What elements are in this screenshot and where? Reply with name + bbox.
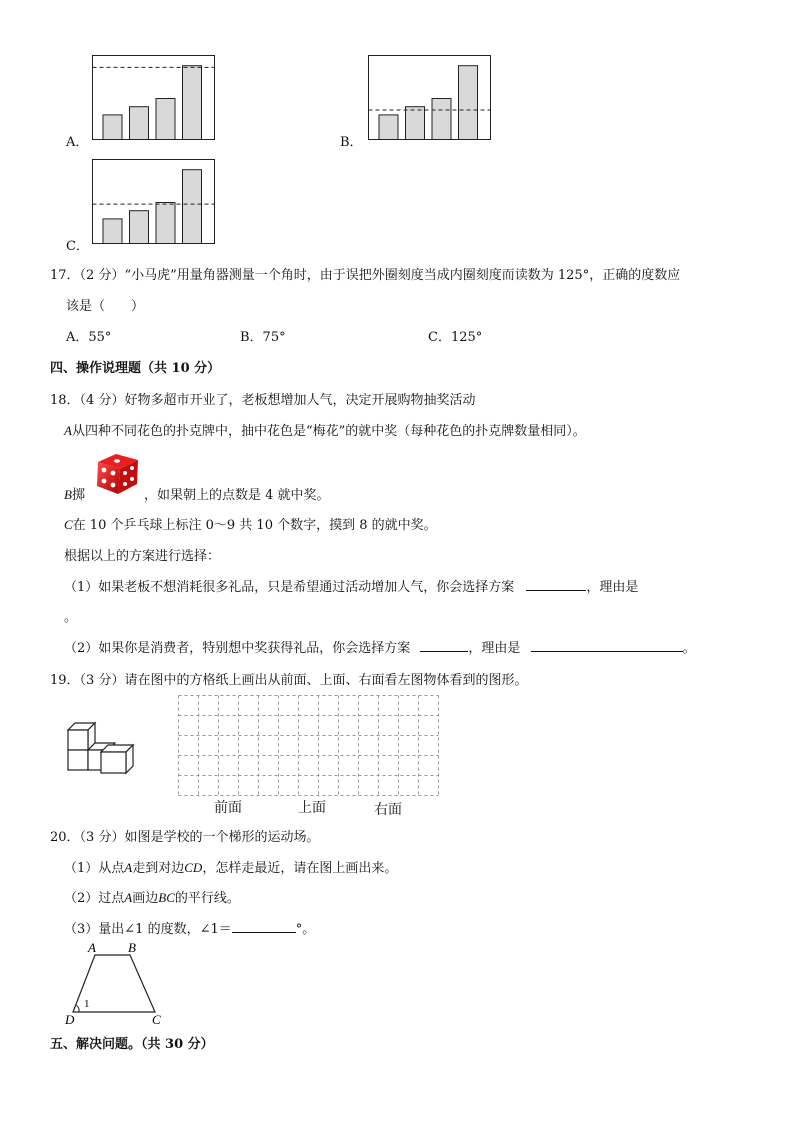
q18-a-letter: A — [64, 423, 72, 438]
q20-sub1 — [64, 857, 397, 876]
q18-sub2-mid: ，理由是 — [468, 641, 521, 656]
q18-sub1-text: （1）如果老板不想消耗很多礼品，只是希望通过活动增加人气，你会选择方案 — [64, 580, 515, 595]
q20-line — [50, 826, 319, 845]
chart-bar — [406, 107, 425, 140]
q18-b-letter: B — [64, 487, 72, 502]
q18-choose: 根据以上的方案进行选择： — [64, 549, 221, 564]
q18-b-text2: ，如果朝上的点数是 4 就中奖。 — [144, 488, 330, 503]
option-c-label: C． — [66, 239, 89, 254]
grid-label-front: 前面 — [214, 800, 242, 816]
q20-sub3-blank[interactable] — [232, 920, 296, 933]
q17-line1 — [50, 264, 680, 283]
q18-sub2 — [64, 637, 696, 656]
option-a-label: A． — [66, 135, 89, 150]
section5-title: 五、解决问题。（共 30 分） — [50, 1037, 214, 1052]
q18-c-letter: C — [64, 517, 73, 532]
drawing-grid[interactable] — [178, 695, 440, 795]
q20-number: 20．（3 分） — [50, 830, 125, 845]
section4-title: 四、操作说理题（共 10 分） — [50, 361, 221, 376]
vertex-b: B — [128, 940, 136, 955]
q20-sub3 — [64, 918, 315, 937]
q20-sub2 — [64, 887, 240, 906]
chart-bar — [432, 99, 451, 140]
q18-a-text: 从四种不同花色的扑克牌中，抽中花色是“梅花”的就中奖（每种花色的扑克牌数量相同）。 — [71, 424, 586, 439]
q20-text: 如图是学校的一个梯形的运动场。 — [124, 830, 320, 845]
option-a-chart — [92, 55, 215, 140]
q19-line — [50, 669, 527, 688]
q19-text: 请在图中的方格纸上画出从前面、上面、右面看左图物体看到的图形。 — [124, 673, 528, 688]
q17-option-b: B．75° — [240, 330, 286, 345]
q18-sub2-blank1[interactable] — [420, 639, 468, 652]
q18-sub2-blank2[interactable] — [531, 639, 683, 652]
q18-number: 18．（4 分） — [50, 393, 125, 408]
q20-sub2-c: 画边 — [132, 891, 159, 906]
trapezoid-figure — [60, 940, 170, 1030]
cube-stack-figure — [66, 718, 138, 774]
chart-bar — [379, 115, 398, 140]
q18-c-text: 在 10 个乒乓球上标注 0～9 共 10 个数字，摸到 8 的就中奖。 — [72, 518, 437, 533]
q20-sub3-b: °。 — [295, 922, 316, 937]
grid-label-right: 右面 — [374, 802, 402, 818]
q20-sub1-a: （1）从点 — [64, 861, 125, 876]
dice-icon — [94, 450, 142, 496]
vertex-a: A — [88, 940, 96, 955]
chart-bar — [130, 211, 149, 244]
vertex-d: D — [65, 1012, 75, 1027]
q20-sub2-a: （2）过点 — [64, 891, 125, 906]
chart-bar — [459, 66, 478, 140]
q19-number: 19．（3 分） — [50, 673, 125, 688]
q18-sub1 — [64, 576, 638, 595]
q18-line — [50, 389, 475, 408]
q18-sub1-blank[interactable] — [526, 578, 586, 591]
option-b-chart — [368, 55, 491, 140]
q20-sub1-c: 走到对边 — [132, 861, 185, 876]
q18-sub1-period: 。 — [64, 610, 78, 625]
chart-bar — [156, 203, 175, 244]
vertex-c: C — [152, 1012, 161, 1027]
chart-bar — [103, 115, 122, 140]
q18-option-c — [64, 514, 437, 533]
q20-sub2-b: A — [124, 890, 133, 905]
option-c-chart — [92, 159, 215, 244]
q17-text1: “小马虎”用量角器测量一个角时，由于误把外圈刻度当成内圈刻度而读数为 125°，正确的度数应 — [124, 268, 681, 283]
q17-option-a: A．55° — [66, 330, 112, 345]
angle-1-label: 1 — [84, 998, 90, 1010]
q18-option-a — [64, 420, 586, 439]
q18-text: 好物多超市开业了，老板想增加人气，决定开展购物抽奖活动 — [124, 393, 476, 408]
chart-bar — [183, 66, 202, 140]
q18-sub2-end: 。 — [682, 641, 696, 656]
q20-sub3-a: （3）量出∠1 的度数，∠1＝ — [64, 922, 232, 937]
q18-b-text1: 掷 — [71, 488, 85, 503]
q18-sub1-end: ，理由是 — [586, 580, 639, 595]
q17-number: 17．（2 分） — [50, 268, 125, 283]
q20-sub1-b: A — [124, 860, 133, 875]
q17-text2: 该是（ ） — [66, 299, 145, 314]
chart-bar — [183, 170, 202, 244]
q20-sub2-e: 的平行线。 — [174, 891, 240, 906]
q17-option-c: C．125° — [428, 330, 483, 345]
q20-sub2-d: BC — [158, 890, 175, 905]
q18-sub2-text: （2）如果你是消费者，特别想中奖获得礼品，你会选择方案 — [64, 641, 411, 656]
grid-label-top: 上面 — [298, 800, 326, 816]
chart-bar — [130, 107, 149, 140]
option-b-label: B． — [340, 135, 363, 150]
q18-option-b — [64, 484, 85, 503]
chart-bar — [103, 219, 122, 244]
chart-bar — [156, 99, 175, 140]
q20-sub1-e: ，怎样走最近，请在图上画出来。 — [202, 861, 398, 876]
q20-sub1-d: CD — [184, 860, 203, 875]
